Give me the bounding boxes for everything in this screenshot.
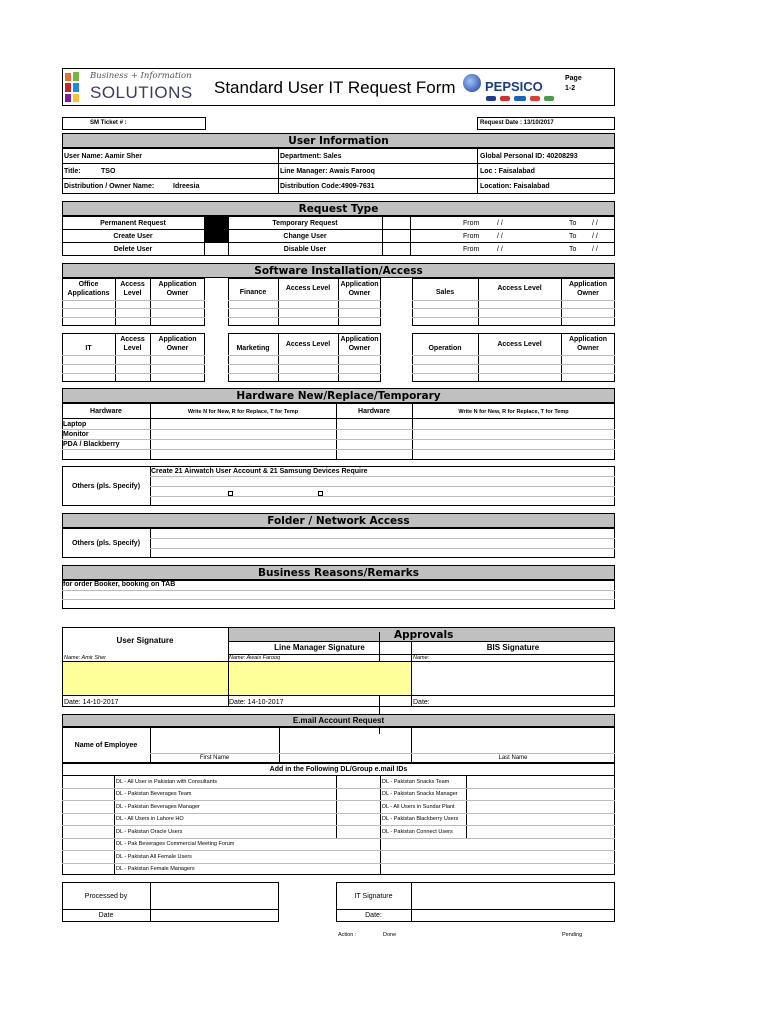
manager-sign-date: Date: 14-10-2017 [229,699,284,706]
marketing-header: Marketing [236,345,270,352]
hardware-col-header: Hardware [90,408,122,415]
pepsico-brand: PEPSICO [485,79,543,94]
dl-item[interactable]: DL - Pakistan Connect Users [382,829,453,835]
line-manager: Line Manager: Awais Farooq [280,168,375,175]
operation-access-level: Access Level [497,341,542,348]
dl-item[interactable]: DL - All Users in Lahore HO [116,816,184,822]
bis-signature-area[interactable] [412,662,614,695]
from-label-3: From [463,246,480,253]
finance-application-owner: Application Owner [340,281,379,297]
action-done[interactable]: Done [383,932,397,938]
checkbox[interactable] [318,491,323,496]
delete-user: Delete User [113,246,153,253]
from-label-2: From [463,233,480,240]
request-date: Request Date : 13/10/2017 [480,120,554,126]
brand-logos-strip [486,95,560,103]
page-value: 1-2 [565,85,576,92]
logo-tile-blue [73,83,79,92]
email-request-title: E.mail Account Request [292,716,385,725]
bis-signature-label: BIS Signature [486,643,540,652]
pepsico-globe-icon [463,74,481,92]
business-reasons-text[interactable]: for order Booker, booking on TAB [63,581,176,588]
action-label: Action : [338,932,357,938]
title-value: TSO [101,168,116,175]
user-signature-area[interactable] [63,662,228,695]
to-label-3: To [569,246,577,253]
bis-sign-date: Date: [413,699,430,706]
user-signature-label: User Signature [116,636,174,645]
logo-tile-purple [65,94,71,102]
folder-others-label: Others (pls. Specify) [71,540,141,547]
hardware-others-text[interactable]: Create 21 Airwatch User Account & 21 Samsung Devices Require [151,468,368,475]
operation-application-owner: Application Owner [568,336,608,352]
line-manager-signature-area[interactable] [229,662,411,695]
from-date-3: / / [497,246,503,253]
form-title: Standard User IT Request Form [214,78,456,97]
application-owner-header: Application Owner [158,281,197,297]
dl-heading: Add in the Following DL/Group e.mail IDs [269,766,408,773]
access-level-header: Access Level [120,281,145,297]
it-signature-field[interactable] [412,883,614,909]
processed-by-field[interactable] [151,883,278,909]
sales-application-owner: Application Owner [568,281,608,297]
dl-item[interactable]: DL - Pakistan Beverages Manager [116,804,200,810]
section-request-type: Request Type [62,201,615,216]
marketing-application-owner: Application Owner [340,336,379,352]
marketing-access-level: Access Level [285,341,331,348]
it-application-owner: Application Owner [158,336,197,352]
sales-access-level: Access Level [497,285,542,292]
hardware-instruction-2: Write N for New, R for Replace, T for Temp [458,409,569,415]
finance-header: Finance [239,289,267,296]
hardware-monitor: Monitor [63,431,89,438]
solutions-logo [64,71,193,105]
hardware-others-label: Others (pls. Specify) [71,483,141,490]
create-user: Create User [113,233,153,240]
temporary-request: Temporary Request [272,220,338,227]
action-pending[interactable]: Pending [562,932,583,938]
section-business-reasons: Business Reasons/Remarks [62,565,615,580]
it-access-level: Access Level [120,336,145,352]
dl-item[interactable]: DL - Pakistan Beverages Team [116,791,192,797]
dl-item[interactable]: DL - All Users in Sundar Plant [382,804,455,810]
section-hardware: Hardware New/Replace/Temporary [62,388,615,403]
logo-tile-yellow [73,94,79,102]
brand-logo-icon [500,96,510,101]
hardware-pda: PDA / Blackberry [63,441,120,448]
page-label: Page [565,75,582,82]
global-personal-id: Global Personal ID: 40208293 [480,153,578,160]
to-label-1: To [569,220,577,227]
logo-tagline: Business + Information [90,71,192,81]
dl-item[interactable]: DL - Pakistan Snacks Team [382,779,450,785]
brand-logo-icon [530,96,540,101]
hardware-col-header-2: Hardware [358,408,390,415]
it-signature-label: IT Signature [354,893,393,900]
distribution-code: Distribution Code:4909-7631 [280,183,375,190]
dl-item[interactable]: DL - Pakistan Snacks Manager [382,791,458,797]
title-label: Title: [64,168,81,175]
distribution-owner-value: Idreesia [173,183,200,190]
sales-header: Sales [435,289,455,296]
logo-tile-red [65,83,71,92]
dl-item[interactable]: DL - Pakistan Female Managers [116,866,195,872]
from-date-1: / / [497,220,503,227]
logo-word: SOLUTIONS [90,83,193,102]
bis-name-sign: Name: [413,655,430,661]
user-name-sign: Name: Amir Sher [64,655,106,661]
dl-item[interactable]: DL - Pak Beverages Commercial Meeting Forum [116,841,235,847]
it-date-label: Date: [365,912,382,919]
from-label-1: From [463,220,480,227]
brand-logo-icon [486,96,496,101]
dl-item[interactable]: DL - Pakistan All Female Users [116,854,192,860]
processed-date-label: Date [98,912,114,919]
disable-user: Disable User [283,246,327,253]
finance-access-level: Access Level [285,285,331,292]
approvals-title: Approvals [394,629,454,641]
line-manager-signature-label: Line Manager Signature [274,643,365,652]
to-date-1: / / [592,220,598,227]
last-name-label: Last Name [498,755,528,761]
dl-item[interactable]: DL - Pakistan Oracle Users [116,829,183,835]
name-of-employee: Name of Employee [74,742,138,749]
sm-ticket-label: SM Ticket # : [90,120,127,126]
brand-logo-icon [544,96,554,101]
processed-by-label: Processed by [84,893,128,900]
loc: Loc : Faisalabad [480,168,535,175]
first-name-label: First Name [199,755,230,761]
to-date-3: / / [592,246,598,253]
section-user-information: User Information [62,133,615,148]
permanent-request: Permanent Request [100,220,166,227]
permanent-request-checkbox-filled[interactable] [205,217,228,242]
hardware-laptop: Laptop [63,421,87,428]
office-applications-header: Office Applications [67,281,110,297]
to-label-2: To [569,233,577,240]
checkbox[interactable] [228,491,233,496]
manager-name-sign: Name: Awais Farooq [229,655,281,661]
department: Department: Sales [280,153,342,160]
dl-item[interactable]: DL - Pakistan Blackberry Users [382,816,459,822]
location: Location: Faisalabad [480,183,550,190]
user-name: User Name: Aamir Sher [64,153,142,160]
sm-ticket-field[interactable] [62,117,206,130]
brand-logo-icon [514,96,526,101]
section-software: Software Installation/Access [62,263,615,278]
logo-tile-orange [65,73,71,81]
change-user: Change User [283,233,327,240]
operation-header: Operation [428,345,462,352]
distribution-owner-label: Distribution / Owner Name: [64,183,155,190]
to-date-2: / / [592,233,598,240]
user-sign-date: Date: 14-10-2017 [64,699,119,706]
hardware-instruction: Write N for New, R for Replace, T for Temp [187,409,299,415]
logo-tile-green [73,72,79,81]
from-date-2: / / [497,233,503,240]
dl-item[interactable]: DL - All User in Pakistan with Consultants [116,779,217,785]
it-header: IT [85,345,92,352]
section-folder: Folder / Network Access [62,513,615,528]
